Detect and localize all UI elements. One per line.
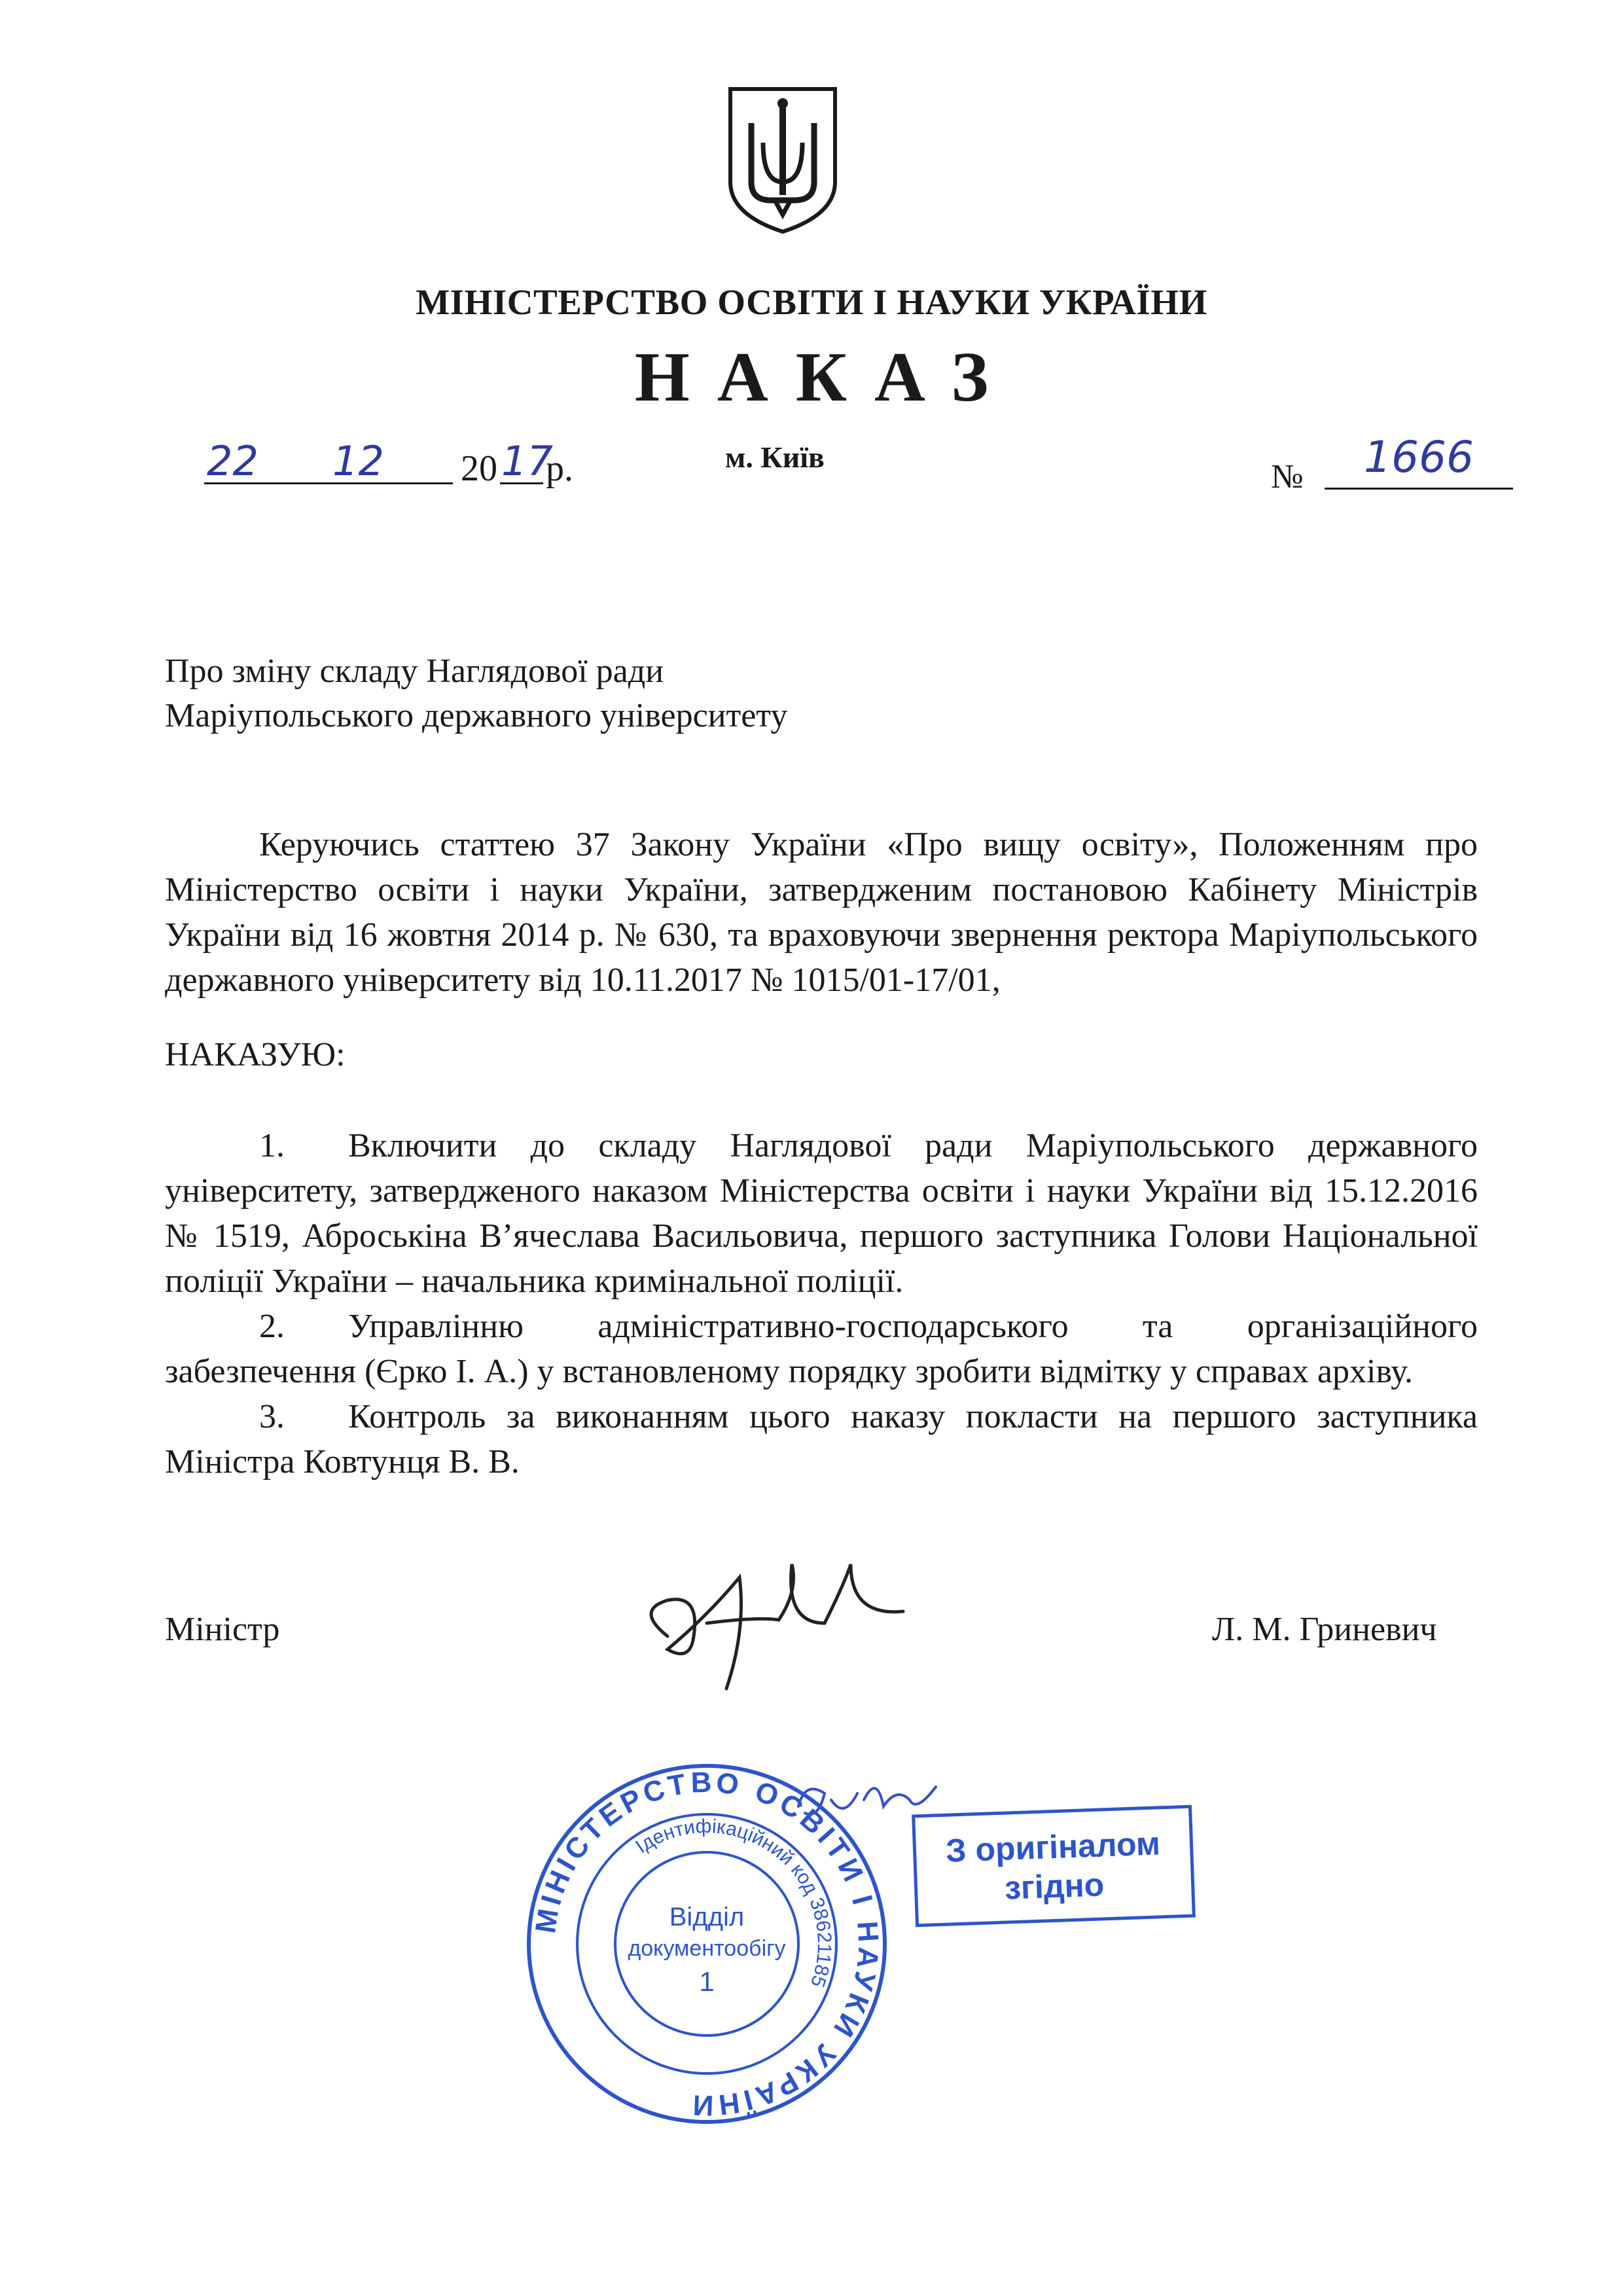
item-number: 1. [259, 1127, 285, 1164]
item-number: 3. [259, 1398, 285, 1435]
order-word: НАКАЗУЮ: [165, 1036, 346, 1073]
order-number: 1666 [1364, 432, 1474, 482]
item-number: 2. [259, 1308, 285, 1345]
city: м. Київ [725, 440, 825, 474]
order-number-line [1271, 432, 1513, 496]
order-item [165, 1304, 1478, 1394]
year-r: р. [546, 448, 573, 489]
date-line [204, 437, 584, 490]
date-day: 22 [207, 437, 259, 485]
document-type-title: НАКАЗ [634, 338, 1016, 416]
stamp-line-1: З оригіналом [945, 1825, 1161, 1869]
trident-coat-of-arms-icon [725, 84, 840, 236]
certification-stamp [912, 1805, 1196, 1928]
seal-outer-text: МІНІСТЕРСТВО ОСВІТИ І НАУКИ УКРАЇНИ [529, 1766, 885, 2122]
year-suffix: 17 [501, 437, 553, 485]
order-item [165, 1123, 1478, 1304]
stamp-line-2: згідно [1004, 1866, 1105, 1907]
item-text: Включити до складу Наглядової ради Маріупольського державного університету, затвердженого наказом Міністерства освіти і науки України від 15.12.2016 № 1519, Аброськіна В’ячеслава Васильовича, першого заступника Голови Національної поліції України – начальника кримінальної поліції. [165, 1127, 1478, 1300]
official-round-seal [524, 1761, 890, 2127]
seal-center-line-3: 1 [699, 1966, 715, 1997]
seal-center-line-2: документообігу [628, 1936, 786, 1961]
preamble-paragraph: Керуючись статтею 37 Закону України «Про вищу освіту», Положенням про Міністерство освіти і науки України, затвердженим постановою Кабінету Міністрів України від 16 жовтня 2014 р. № 630, та враховуючи звернення ректора Маріупольського державного університету від 10.11.2017 № 1015/01-17/01, [165, 826, 1478, 999]
order-item [165, 1394, 1478, 1484]
subject-line-1: Про зміну складу Наглядової ради [165, 653, 664, 690]
seal-inner-text: Ідентифікаційний код 38621185 [632, 1815, 836, 1990]
order-items [165, 1123, 1478, 1484]
handwritten-signature [628, 1538, 916, 1708]
ministry-name: МІНІСТЕРСТВО ОСВІТИ І НАУКИ УКРАЇНИ [416, 282, 1207, 322]
number-sign: № [1271, 458, 1304, 495]
signatory-name: Л. М. Гриневич [1212, 1611, 1437, 1648]
subject-line-2: Маріупольського державного університету [165, 697, 788, 734]
seal-center-line-1: Відділ [669, 1903, 745, 1931]
signatory-title: Міністр [165, 1611, 280, 1648]
item-text: Управлінню адміністративно-господарського та організаційного забезпечення (Єрко І. А.) у встановленому порядку зробити відмітку у справах архіву. [165, 1308, 1478, 1390]
year-prefix: 20 [461, 448, 497, 489]
date-month: 12 [332, 437, 384, 485]
order-subject [165, 649, 787, 738]
item-text: Контроль за виконанням цього наказу покласти на першого заступника Міністра Ковтунця В. В. [165, 1398, 1478, 1480]
